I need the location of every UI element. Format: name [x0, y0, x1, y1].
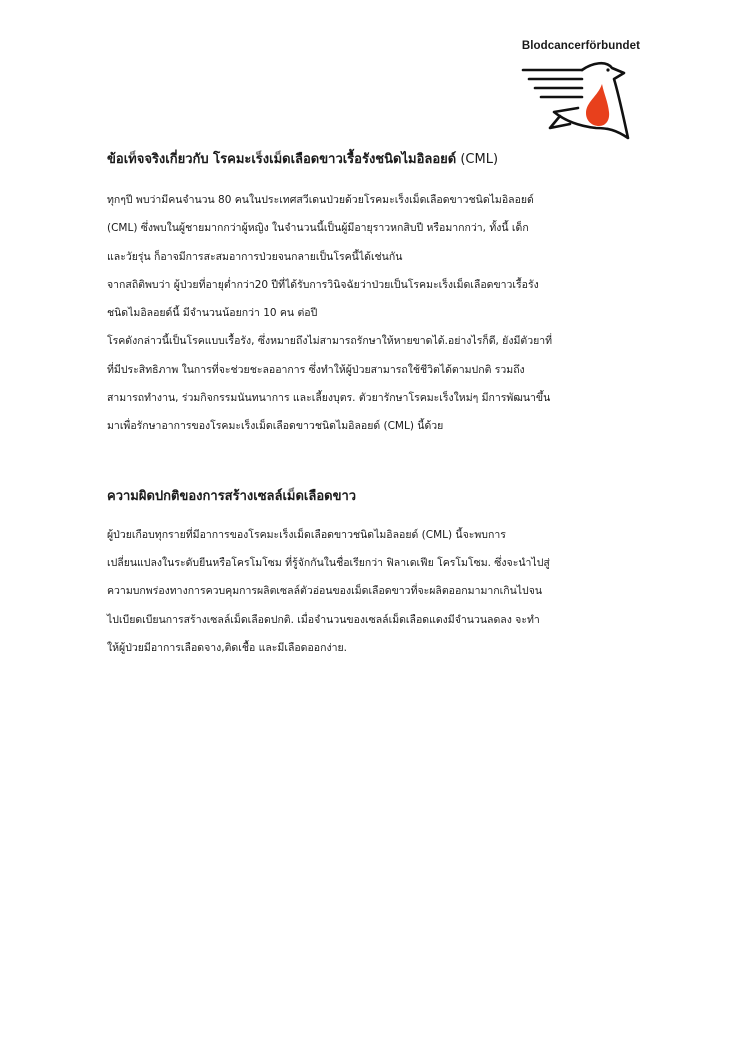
paragraph-line: ไปเบียดเบียนการสร้างเซลล์เม็ดเลือดปกติ. เมื่อจำนวนของเซลล์เม็ดเลือดแดงมีจำนวนลดลง จะทำ — [107, 613, 540, 626]
paragraph-line: ที่มีประสิทธิภาพ ในการที่จะช่วยชะลออาการ ซึ่งทำให้ผู้ป่วยสามารถใช้ชีวิตได้ตามปกติ รวมถึง — [107, 363, 525, 376]
organization-name: Blodcancerförbundet — [521, 40, 640, 52]
paragraph-line: ทุกๆปี พบว่ามีคนจำนวน 80 คนในประเทศสวีเดนป่วยด้วยโรคมะเร็งเม็ดเลือดขาวชนิดไมอิลอยด์ — [107, 194, 534, 206]
dove-with-blood-drop-icon — [520, 58, 632, 144]
paragraph-line: โรคดังกล่าวนี้เป็นโรคแบบเรื้อรัง, ซึ่งหมายถึงไม่สามารถรักษาให้หายขาดได้.อย่างไรก็ดี, ยังมีตัวยาที่ — [107, 335, 553, 348]
document-body — [107, 148, 652, 662]
logo-dove-eye — [606, 68, 609, 71]
paragraph-line: ความบกพร่องทางการควบคุมการผลิตเซลล์ตัวอ่อนของเม็ดเลือดขาวที่จะผลิตออกมามากเกินไปจน — [107, 585, 543, 598]
paragraph-line: ผู้ป่วยเกือบทุกรายที่มีอาการของโรคมะเร็งเม็ดเลือดขาวชนิดไมอิลอยด์ (CML) นี้จะพบการ — [107, 528, 506, 541]
section-heading-white-cell-disorder: ความผิดปกติของการสร้างเซลล์เม็ดเลือดขาว — [107, 488, 357, 504]
heading-text: ข้อเท็จจริงเกี่ยวกับ โรคมะเร็งเม็ดเลือดขาวเรื้อรังชนิดไมอิลอยด์ — [107, 152, 457, 167]
logo-dove-tail — [550, 116, 570, 128]
logo-dove-body — [554, 63, 628, 138]
paragraph-line: ชนิดไมอิลอยด์นี้ มีจำนวนน้อยกว่า 10 คน ต่อปี — [107, 307, 318, 320]
heading-suffix: (CML) — [456, 152, 499, 167]
section-heading-cml-facts — [107, 148, 652, 172]
paragraph-line: มาเพื่อรักษาอาการของโรคมะเร็งเม็ดเลือดขาวชนิดไมอิลอยด์ (CML) นี้ด้วย — [107, 420, 444, 433]
paragraph-line: (CML) ซึ่งพบในผู้ชายมากกว่าผู้หญิง ในจำนวนนี้เป็นผู้มีอายุราวหกสิบปี หรือมากกว่า, ทั้งนี้ เด็ก — [107, 222, 529, 235]
paragraph-line: และวัยรุ่น ก็อาจมีการสะสมอาการป่วยจนกลายเป็นโรคนี้ได้เช่นกัน — [107, 250, 403, 263]
paragraph-line: ให้ผู้ป่วยมีอาการเลือดจาง,ติดเชื้อ และมีเลือดออกง่าย. — [107, 641, 347, 654]
paragraph-line: เปลี่ยนแปลงในระดับยีนหรือโครโมโซม ที่รู้จักกันในชื่อเรียกว่า ฟิลาเดเฟีย โครโมโซม. ซึ่งจะนำไปสู่ — [107, 556, 550, 569]
logo-blood-drop — [586, 84, 609, 126]
paragraph-line: จากสถิติพบว่า ผู้ป่วยที่อายุต่ำกว่า20 ปีที่ได้รับการวินิจฉัยว่าป่วยเป็นโรคมะเร็งเม็ดเลือดขาวเรื้อรัง — [107, 278, 539, 291]
paragraph-line: สามารถทำงาน, ร่วมกิจกรรมนันทนาการ และเลี้ยงบุตร. ตัวยารักษาโรคมะเร็งใหม่ๆ มีการพัฒนาขึ้น — [107, 392, 551, 405]
